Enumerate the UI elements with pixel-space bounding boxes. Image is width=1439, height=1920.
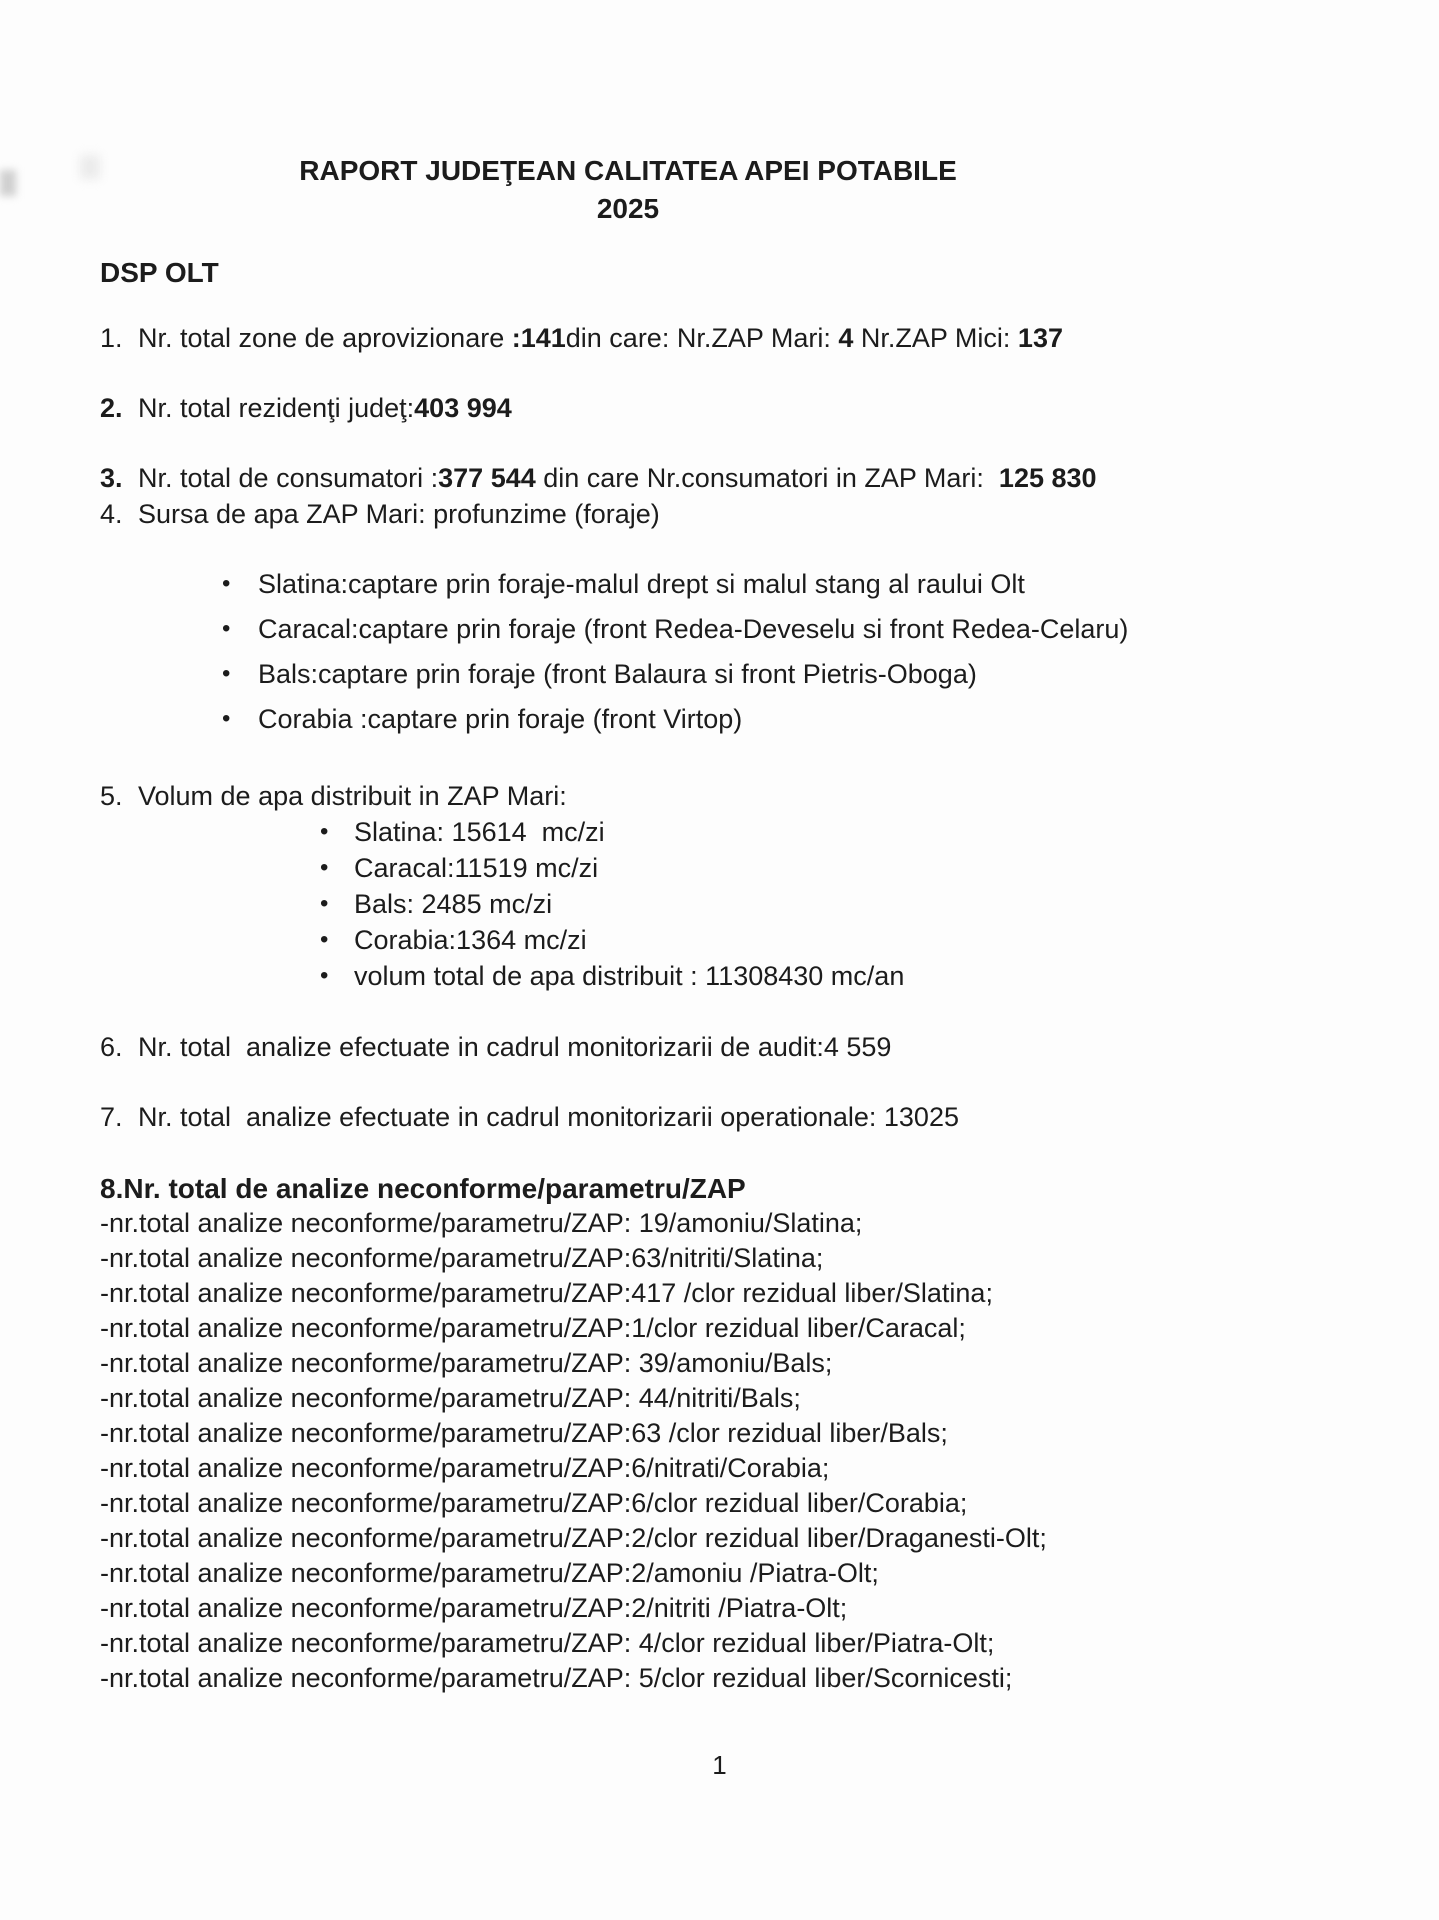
water-source-item [222, 611, 1439, 647]
item-number: 2. [100, 393, 123, 423]
bullet-icon: • [222, 615, 231, 642]
bullet-icon: • [222, 705, 231, 732]
nonconforming-analysis-line: -nr.total analize neconforme/parametru/ZAP:2/nitriti /Piatra-Olt; [100, 1593, 848, 1623]
water-sources-list [100, 566, 1439, 737]
item-text: Nr. total analize efectuate in cadrul monitorizarii operationale: 13025 [138, 1102, 959, 1132]
list-item-text: Corabia:1364 mc/zi [354, 925, 587, 955]
item-text: Nr. total zone de aprovizionare :141din care: Nr.ZAP Mari: 4 Nr.ZAP Mici: 137 [138, 323, 1063, 353]
title-block [100, 152, 1156, 228]
water-volume-item [320, 922, 1439, 958]
list-item-text: Bals:captare prin foraje (front Balaura si front Pietris-Oboga) [258, 659, 977, 689]
document-title: RAPORT JUDEŢEAN CALITATEA APEI POTABILE [299, 155, 957, 186]
item-number: 4. [100, 499, 123, 529]
nonconforming-analysis-line: -nr.total analize neconforme/parametru/ZAP: 19/amoniu/Slatina; [100, 1208, 863, 1238]
item-text: Nr. total rezidenţi judeţ:403 994 [138, 393, 512, 423]
nonconforming-analysis-line: -nr.total analize neconforme/parametru/ZAP:417 /clor rezidual liber/Slatina; [100, 1278, 993, 1308]
section8-heading: 8.Nr. total de analize neconforme/parametru/ZAP [100, 1173, 746, 1204]
nonconforming-analysis-line: -nr.total analize neconforme/parametru/ZAP:6/nitrati/Corabia; [100, 1453, 830, 1483]
item-text: Nr. total analize efectuate in cadrul monitorizarii de audit:4 559 [138, 1032, 892, 1062]
bullet-icon: • [320, 962, 329, 989]
numbered-item-4 [100, 496, 1439, 532]
list-item-text: Caracal:11519 mc/zi [354, 853, 599, 883]
list-item-text: Slatina: 15614 mc/zi [354, 817, 605, 847]
nonconforming-analysis-line: -nr.total analize neconforme/parametru/ZAP: 5/clor rezidual liber/Scornicesti; [100, 1663, 1013, 1693]
numbered-item-6 [100, 1029, 1439, 1065]
nonconforming-analysis-line: -nr.total analize neconforme/parametru/ZAP:2/clor rezidual liber/Draganesti-Olt; [100, 1523, 1047, 1553]
nonconforming-analysis-line: -nr.total analize neconforme/parametru/ZAP:1/clor rezidual liber/Caracal; [100, 1313, 966, 1343]
scan-artifact [0, 170, 16, 196]
bullet-icon: • [222, 660, 231, 687]
water-volume-item [320, 850, 1439, 886]
list-item-text: Slatina:captare prin foraje-malul drept si malul stang al raului Olt [258, 569, 1025, 599]
water-source-item [222, 701, 1439, 737]
water-source-item [222, 566, 1439, 602]
item-text: Nr. total de consumatori :377 544 din care Nr.consumatori in ZAP Mari: 125 830 [138, 463, 1097, 493]
water-volume-list [100, 814, 1439, 994]
item-number: 3. [100, 463, 123, 493]
bullet-icon: • [320, 854, 329, 881]
page-footer [0, 1748, 1439, 1783]
item-number: 7. [100, 1102, 123, 1132]
item-number: 6. [100, 1032, 123, 1062]
nonconforming-analysis-line: -nr.total analize neconforme/parametru/ZAP: 39/amoniu/Bals; [100, 1348, 833, 1378]
scan-artifact [80, 155, 100, 179]
nonconforming-analysis-line: -nr.total analize neconforme/parametru/ZAP:63/nitriti/Slatina; [100, 1243, 824, 1273]
bullet-icon: • [320, 818, 329, 845]
item-text: Volum de apa distribuit in ZAP Mari: [138, 781, 567, 811]
nonconforming-analysis-line: -nr.total analize neconforme/parametru/ZAP:2/amoniu /Piatra-Olt; [100, 1558, 879, 1588]
bullet-icon: • [320, 890, 329, 917]
document-year: 2025 [596, 193, 660, 224]
list-item-text: Bals: 2485 mc/zi [354, 889, 553, 919]
bullet-icon: • [222, 570, 231, 597]
nonconforming-analysis-line: -nr.total analize neconforme/parametru/ZAP: 44/nitriti/Bals; [100, 1383, 801, 1413]
item-text: Sursa de apa ZAP Mari: profunzime (foraje) [138, 499, 660, 529]
item-number: 1. [100, 323, 123, 353]
list-item-text: volum total de apa distribuit : 11308430 mc/an [354, 961, 905, 991]
water-source-item [222, 656, 1439, 692]
organization-name: DSP OLT [100, 257, 219, 288]
nonconforming-analysis-line: -nr.total analize neconforme/parametru/ZAP:6/clor rezidual liber/Corabia; [100, 1488, 968, 1518]
bullet-icon: • [320, 926, 329, 953]
nonconforming-analysis-line: -nr.total analize neconforme/parametru/ZAP:63 /clor rezidual liber/Bals; [100, 1418, 948, 1448]
page-number: 1 [712, 1750, 727, 1780]
numbered-item-7 [100, 1099, 1439, 1135]
section8-lines [100, 1206, 1439, 1696]
numbered-item-3 [100, 460, 1439, 496]
item-number: 5. [100, 781, 123, 811]
water-volume-item [320, 886, 1439, 922]
numbered-item-1 [100, 320, 1439, 356]
numbered-item-2 [100, 390, 1439, 426]
list-item-text: Corabia :captare prin foraje (front Virtop) [258, 704, 743, 734]
numbered-item-5 [100, 778, 1439, 814]
nonconforming-analysis-line: -nr.total analize neconforme/parametru/ZAP: 4/clor rezidual liber/Piatra-Olt; [100, 1628, 995, 1658]
water-volume-item [320, 958, 1439, 994]
list-item-text: Caracal:captare prin foraje (front Redea-Deveselu si front Redea-Celaru) [258, 614, 1129, 644]
water-volume-item [320, 814, 1439, 850]
